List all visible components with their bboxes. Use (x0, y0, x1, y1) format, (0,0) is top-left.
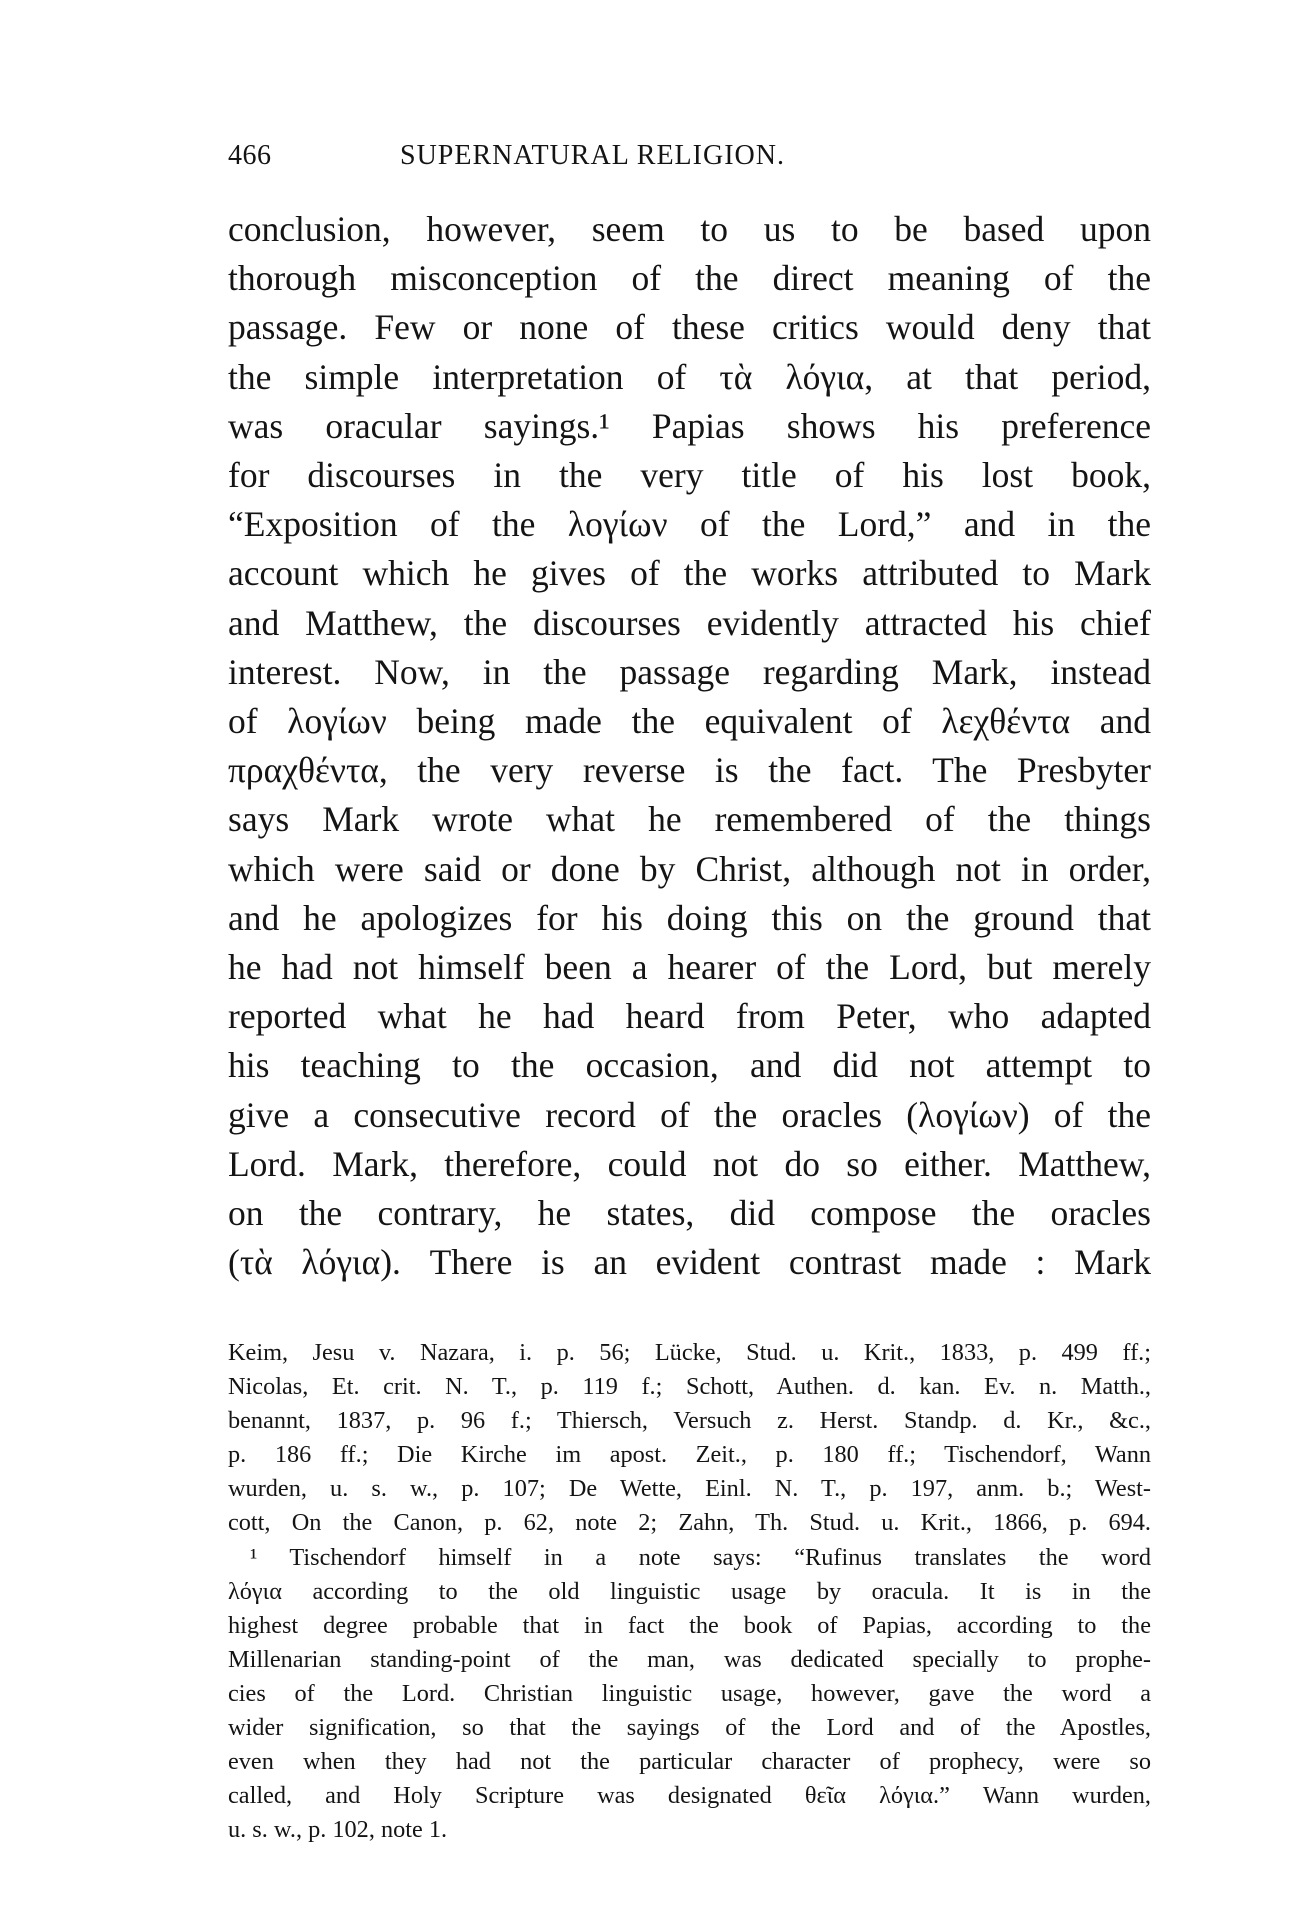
text-line: conclusion, however, seem to us to be based upon (228, 209, 1151, 249)
text-line: thorough misconception of the direct meaning of the (228, 258, 1151, 299)
text-line: πραχθέντα, the very reverse is the fact. The Presbyter (228, 750, 1151, 791)
footnote-line: p. 186 ff.; Die Kirche im apost. Zeit., p. 180 ff.; Tischendorf, Wann (228, 1441, 1151, 1469)
text-line: give a consecutive record of the oracles (λογίων) of the (228, 1094, 1151, 1135)
footnote-line: Keim, Jesu v. Nazara, i. p. 56; Lücke, Stud. u. Krit., 1833, p. 499 ff.; (228, 1339, 1151, 1366)
page-header (228, 140, 1151, 176)
footnote-line: Millenarian standing-point of the man, was dedicated specially to prophe- (228, 1645, 1151, 1673)
text-line: on the contrary, he states, did compose the oracles (228, 1193, 1151, 1234)
text-line: and he apologizes for his doing this on the ground that (228, 897, 1151, 938)
text-line: says Mark wrote what he remembered of the things (228, 799, 1151, 840)
footnotes (228, 1336, 1151, 1847)
footnote-line: ¹ Tischendorf himself in a note says: “Rufinus translates the word (250, 1543, 1151, 1571)
footnote-line: called, and Holy Scripture was designated θεῖα λόγια.” Wann wurden, (228, 1782, 1151, 1810)
text-line: for discourses in the very title of his lost book, (228, 455, 1151, 496)
text-line: (τὰ λόγια). There is an evident contrast made : Mark (228, 1242, 1151, 1283)
main-text (228, 205, 1151, 1287)
footnote-line: cott, On the Canon, p. 62, note 2; Zahn, Th. Stud. u. Krit., 1866, p. 694. (228, 1509, 1151, 1537)
footnote-line: wider signification, so that the sayings of the Lord and of the Apostles, (228, 1714, 1151, 1742)
footnote-line: even when they had not the particular character of prophecy, were so (228, 1748, 1151, 1776)
text-line: interest. Now, in the passage regarding Mark, instead (228, 651, 1151, 692)
footnote-line: benannt, 1837, p. 96 f.; Thiersch, Versuch z. Herst. Standp. d. Kr., &c., (228, 1407, 1151, 1435)
text-line: account which he gives of the works attributed to Mark (228, 553, 1151, 594)
text-line: of λογίων being made the equivalent of λεχθέντα and (228, 701, 1151, 742)
footnote-line: cies of the Lord. Christian linguistic usage, however, gave the word a (228, 1679, 1151, 1707)
text-line: the simple interpretation of τὰ λόγια, at that period, (228, 356, 1151, 397)
footnote-line: λόγια according to the old linguistic usage by oracula. It is in the (228, 1577, 1151, 1605)
footnote-line: u. s. w., p. 102, note 1. (228, 1816, 448, 1844)
text-line: his teaching to the occasion, and did not attempt to (228, 1045, 1151, 1086)
footnote-line: Nicolas, Et. crit. N. T., p. 119 f.; Schott, Authen. d. kan. Ev. n. Matth., (228, 1373, 1151, 1401)
page-number: 466 (228, 140, 272, 171)
text-line: and Matthew, the discourses evidently attracted his chief (228, 602, 1151, 643)
text-line: passage. Few or none of these critics would deny that (228, 307, 1151, 348)
text-line: he had not himself been a hearer of the Lord, but merely (228, 947, 1151, 988)
running-title: SUPERNATURAL RELIGION. (400, 140, 785, 171)
text-line: Lord. Mark, therefore, could not do so either. Matthew, (228, 1143, 1151, 1184)
text-line: was oracular sayings.¹ Papias shows his preference (228, 405, 1151, 446)
text-line: “Exposition of the λογίων of the Lord,” and in the (228, 504, 1151, 545)
footnote-line: wurden, u. s. w., p. 107; De Wette, Einl. N. T., p. 197, anm. b.; West- (228, 1475, 1151, 1503)
text-line: reported what he had heard from Peter, who adapted (228, 996, 1151, 1037)
text-line: which were said or done by Christ, although not in order, (228, 848, 1151, 889)
footnote-line: highest degree probable that in fact the book of Papias, according to the (228, 1611, 1151, 1639)
